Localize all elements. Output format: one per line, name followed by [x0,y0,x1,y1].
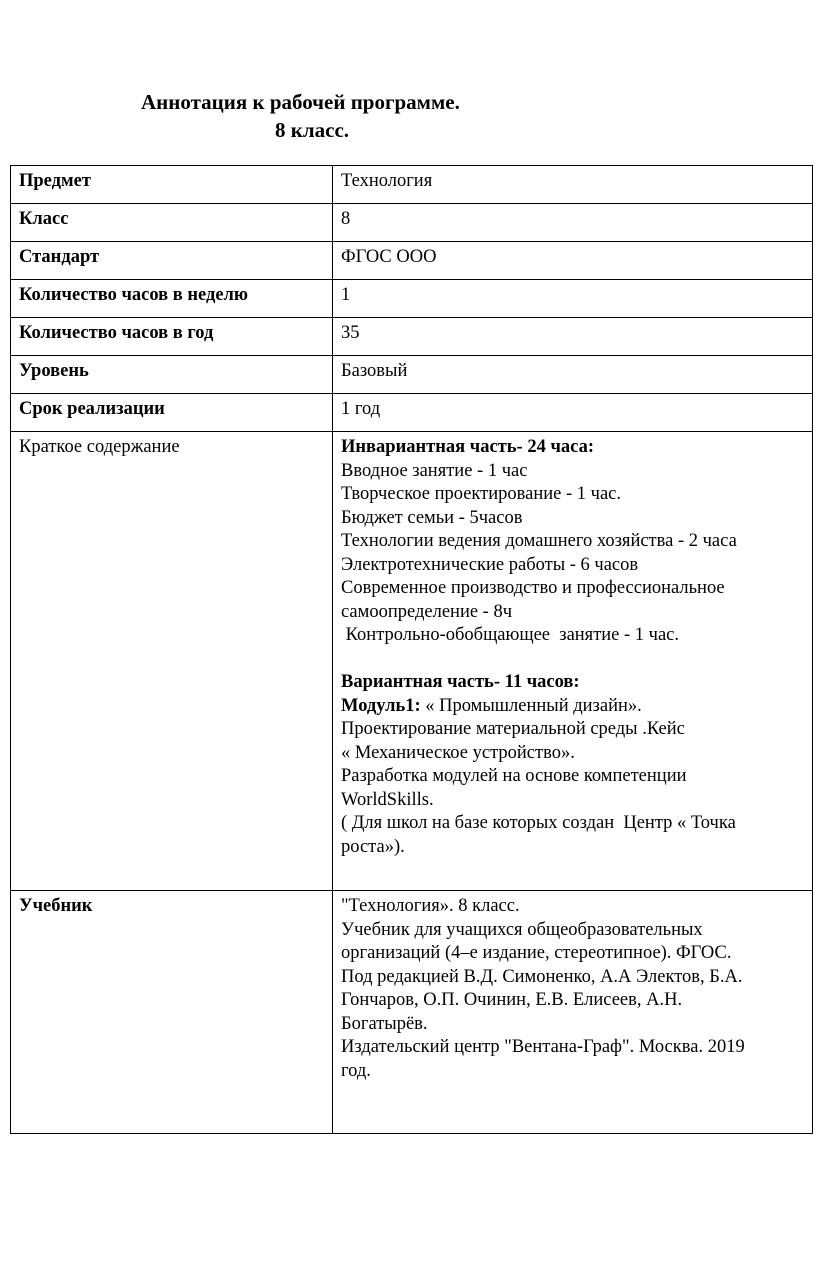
table-row [11,432,813,891]
textbook-line: Учебник для учащихся общеобразовательных [341,919,703,940]
row-value-term: 1 год [333,394,813,432]
row-label-hours-week: Количество часов в неделю [11,280,333,318]
invariant-heading: Инвариантная часть- 24 часа: [341,437,594,457]
table-row [11,891,813,1134]
table-row [11,242,813,280]
row-label-content: Краткое содержание [11,432,333,891]
list-item: « Механическое устройство». [341,742,575,763]
list-item: Бюджет семьи - 5часов [341,507,523,528]
list-item: Технологии ведения домашнего хозяйства - 2 часа [341,531,737,551]
table-row [11,166,813,204]
table-row [11,280,813,318]
module-text: « Промышленный дизайн». [420,695,642,716]
variant-heading: Вариантная часть- 11 часов: [341,672,580,692]
textbook-line: год. [341,1060,371,1081]
list-item: Творческое проектирование - 1 час. [341,484,621,504]
row-label-grade: Класс [11,204,333,242]
row-value-hours-week: 1 [333,280,813,318]
row-value-subject: Технология [333,166,813,204]
row-value-standard: ФГОС ООО [333,242,813,280]
row-label-hours-year: Количество часов в год [11,318,333,356]
textbook-line: Под редакцией В.Д. Симоненко, А.А Электов, Б.А. [341,966,743,987]
row-value-textbook [333,891,813,1134]
row-value-hours-year: 35 [333,318,813,356]
row-label-subject: Предмет [11,166,333,204]
list-item: роста»). [341,836,405,857]
module-line [341,695,804,719]
list-item: WorldSkills. [341,789,434,810]
textbook-line: "Технология». 8 класс. [341,896,520,916]
module-label: Модуль1: [341,695,421,716]
list-item: Разработка модулей на основе компетенции [341,766,687,786]
row-value-level: Базовый [333,356,813,394]
row-value-grade: 8 [333,204,813,242]
textbook-line: организаций (4–е издание, стереотипное). ФГОС. [341,943,732,963]
list-item: Контрольно-обобщающее занятие - 1 час. [341,625,680,645]
doc-subtitle: 8 класс. [275,118,350,142]
spacer [341,648,804,672]
table-row [11,394,813,432]
list-item: ( Для школ на базе которых создан Центр « Точка [341,813,736,833]
row-label-level: Уровень [11,356,333,394]
textbook-line: Богатырёв. [341,1013,428,1034]
table-row [11,356,813,394]
table-row [11,318,813,356]
list-item: самоопределение - 8ч [341,601,513,622]
list-item: Вводное занятие - 1 час [341,460,528,481]
annotation-table [10,165,813,1134]
list-item: Электротехнические работы - 6 часов [341,554,639,575]
row-label-term: Срок реализации [11,394,333,432]
table-row [11,204,813,242]
textbook-line: Издательский центр "Вентана-Граф". Москва. 2019 [341,1037,745,1057]
doc-title: Аннотация к рабочей программе. [141,90,460,114]
row-label-standard: Стандарт [11,242,333,280]
list-item: Проектирование материальной среды .Кейс [341,719,685,739]
row-label-textbook: Учебник [11,891,333,1134]
textbook-line: Гончаров, О.П. Очинин, Е.В. Елисеев, А.Н. [341,990,683,1010]
list-item: Современное производство и профессиональное [341,578,725,598]
row-value-content [333,432,813,891]
